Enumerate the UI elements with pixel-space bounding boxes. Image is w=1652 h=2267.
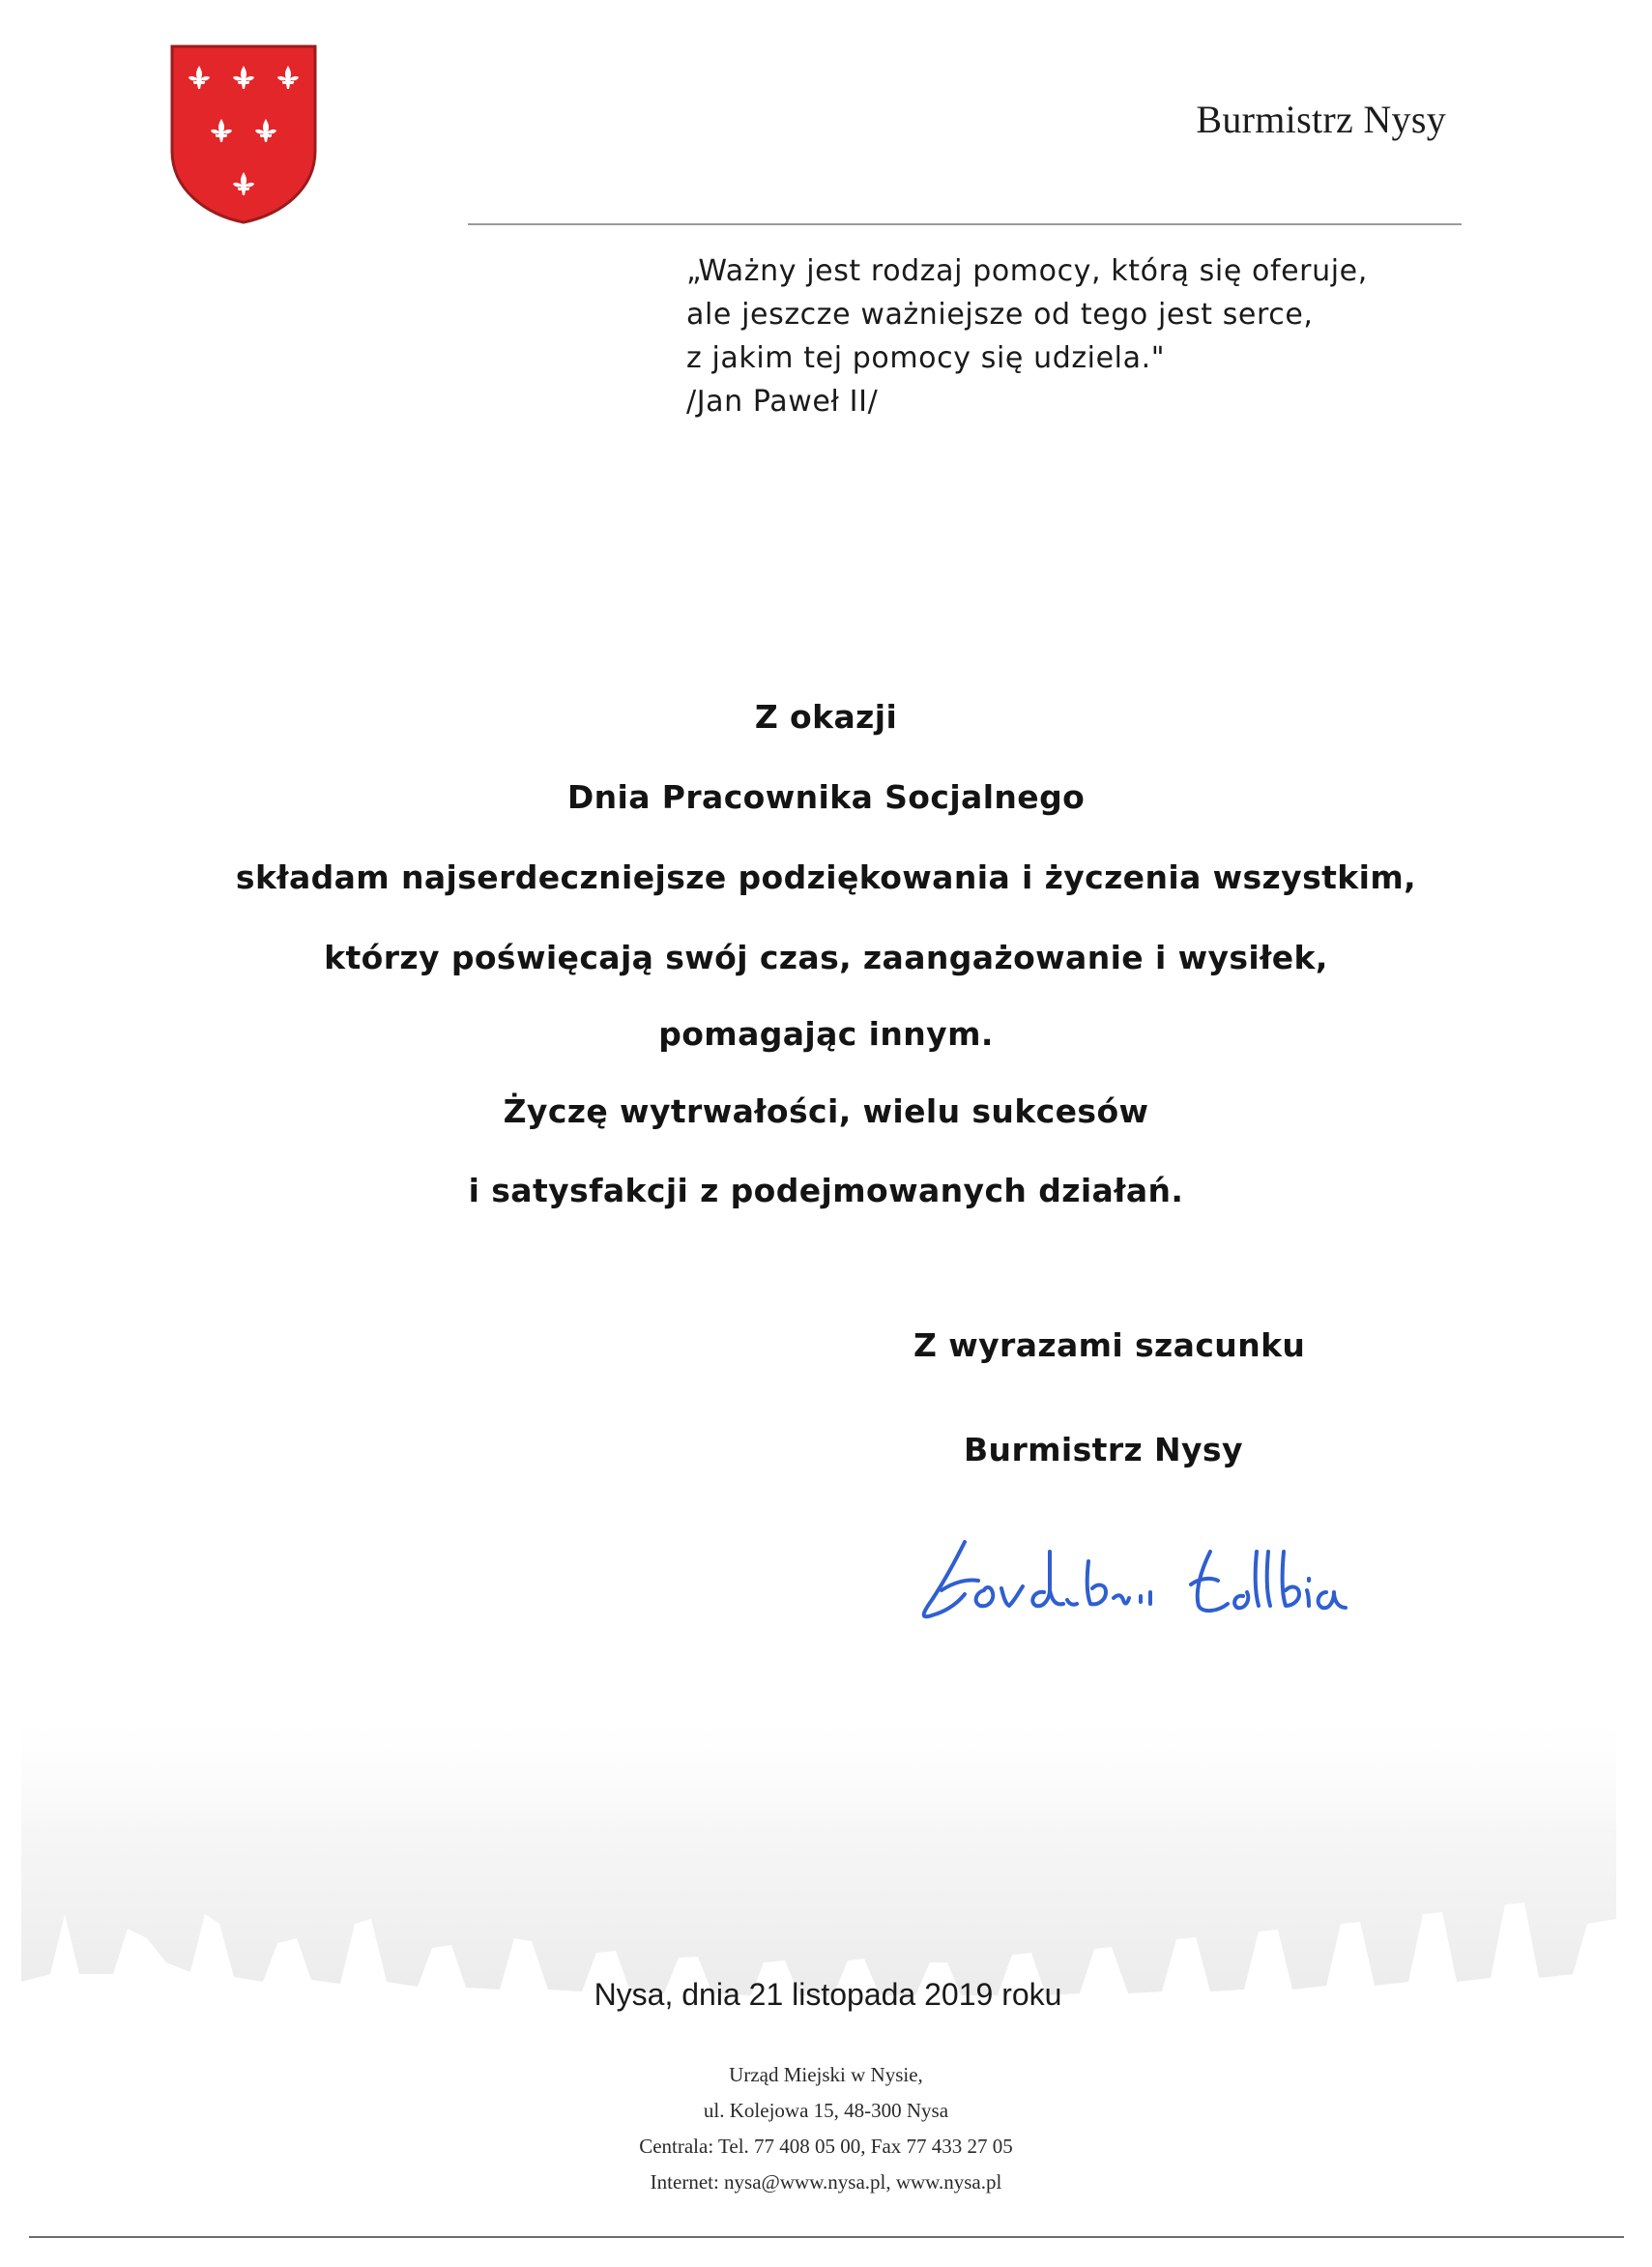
footer-address	[0, 2057, 1652, 2200]
quote-line: „Ważny jest rodzaj pomocy, którą się oferuje,	[686, 254, 1368, 288]
greeting-line: którzy poświęcają swój czas, zaangażowanie i wysiłek,	[324, 939, 1328, 976]
bottom-divider	[29, 2236, 1624, 2238]
quote-author: /Jan Paweł II/	[686, 385, 879, 419]
greeting-line: Dnia Pracownika Socjalnego	[566, 778, 1086, 816]
handwritten-signature	[909, 1523, 1373, 1629]
date-line: Nysa, dnia 21 listopada 2019 roku	[594, 1977, 1062, 2012]
footer-line: ul. Kolejowa 15, 48-300 Nysa	[703, 2099, 949, 2122]
closing-regards: Z wyrazami szacunku	[913, 1326, 1306, 1364]
header-divider	[468, 223, 1462, 225]
signatory-title: Burmistrz Nysy	[964, 1431, 1243, 1468]
quote-line: z jakim tej pomocy się udziela."	[686, 341, 1166, 375]
greeting-line: pomagając innym.	[658, 1015, 994, 1053]
quote-block	[686, 249, 1368, 423]
greeting-line: składam najserdeczniejsze podziękowania i życzenia wszystkim,	[235, 858, 1417, 896]
footer-line: Urząd Miejski w Nysie,	[729, 2063, 923, 2086]
greeting-line: Z okazji	[754, 698, 898, 736]
footer-line: Internet: nysa@www.nysa.pl, www.nysa.pl	[650, 2170, 1002, 2194]
quote-line: ale jeszcze ważniejsze od tego jest serce,	[686, 298, 1314, 332]
header-title: Burmistrz Nysy	[1196, 98, 1446, 141]
greeting-line: Życzę wytrwałości, wielu sukcesów	[503, 1092, 1149, 1130]
greeting-line: i satysfakcji z podejmowanych działań.	[468, 1172, 1184, 1209]
footer-line: Centrala: Tel. 77 408 05 00, Fax 77 433 27 05	[639, 2135, 1013, 2158]
lilies-coat-of-arms-icon	[170, 44, 317, 224]
